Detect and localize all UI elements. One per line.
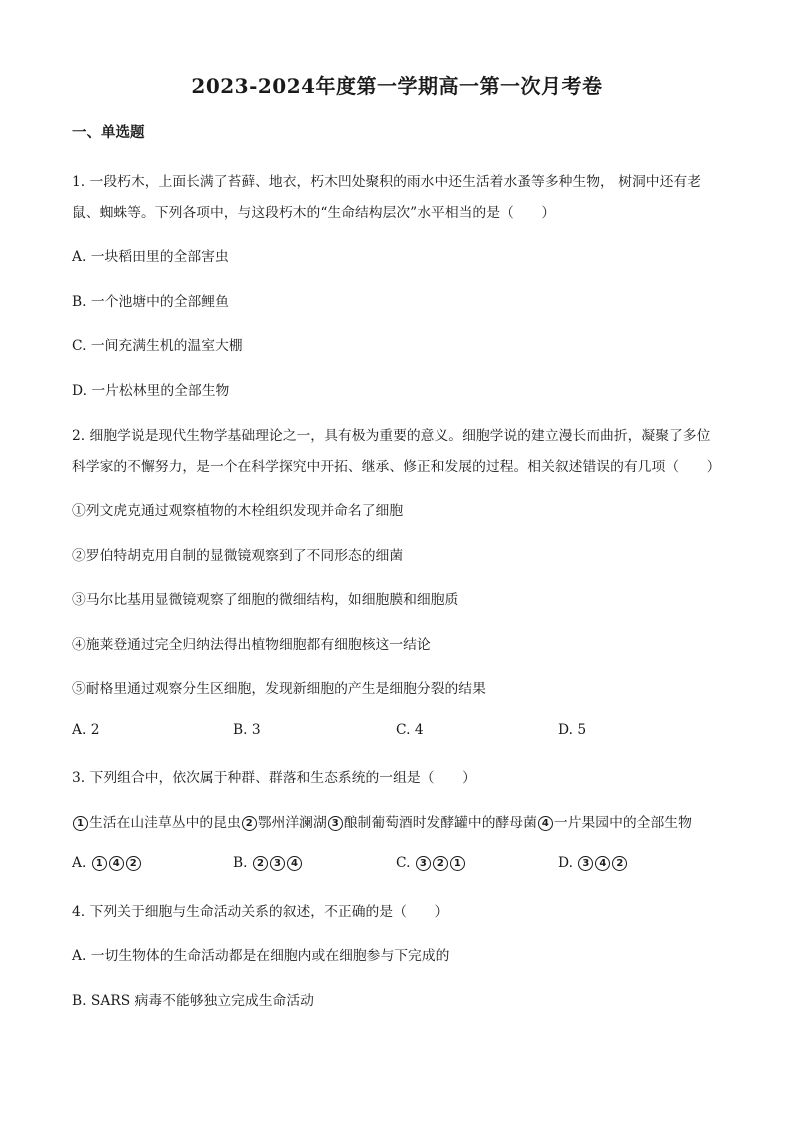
q2-statement-2: ②罗伯特胡克用自制的显微镜观察到了不同形态的细菌 (72, 548, 404, 564)
q3-item-mark: 3 (328, 816, 343, 831)
q2-stem-line1: 2. 细胞学说是现代生物学基础理论之一，具有极为重要的意义。细胞学说的建立漫长而曲折，凝聚了多位 (72, 428, 711, 444)
q1-option-c: C. 一间充满生机的温室大棚 (72, 338, 243, 354)
q3-item-4: 一片果园中的全部生物 (553, 815, 692, 831)
q1-option-d: D. 一片松林里的全部生物 (72, 383, 230, 399)
q3-option-d: D. 3 4 2 (558, 855, 628, 871)
exam-title: 2023-2024年度第一学期高一第一次月考卷 (191, 74, 603, 98)
q3-items (72, 811, 692, 831)
q3-item-mark: 1 (73, 816, 88, 831)
q3-option-c: C. 3 2 1 (396, 855, 466, 871)
q3-item-2: 鄂州洋澜湖 (257, 815, 327, 831)
q4-option-b: B. SARS 病毒不能够独立完成生命活动 (72, 993, 314, 1009)
q3-item-1: 生活在山洼草丛中的昆虫 (89, 815, 241, 831)
q3-stem: 3. 下列组合中，依次属于种群、群落和生态系统的一组是（ ） (72, 770, 476, 786)
q4-option-a: A. 一切生物体的生命活动都是在细胞内或在细胞参与下完成的 (72, 948, 450, 964)
q2-option-a: A. 2 (72, 722, 100, 738)
q1-option-b: B. 一个池塘中的全部鲤鱼 (72, 294, 229, 310)
q2-option-d: D. 5 (558, 722, 587, 738)
q3-option-b: B. 2 3 4 (233, 855, 303, 871)
q2-stem-line2: 科学家的不懈努力，是一个在科学探究中开拓、继承、修正和发展的过程。相关叙述错误的有几项（ ） (72, 459, 721, 475)
q2-statement-3: ③马尔比基用显微镜观察了细胞的微细结构，如细胞膜和细胞质 (72, 592, 459, 608)
q2-statement-1: ①列文虎克通过观察植物的木栓组织发现并命名了细胞 (72, 503, 404, 519)
q2-statement-4: ④施莱登通过完全归纳法得出植物细胞都有细胞核这一结论 (72, 637, 431, 653)
q2-option-c: C. 4 (396, 722, 424, 738)
q3-item-mark: 4 (538, 816, 553, 831)
q3-item-3: 酿制葡萄酒时发酵罐中的酵母菌 (343, 815, 537, 831)
q4-stem: 4. 下列关于细胞与生命活动关系的叙述，不正确的是（ ） (72, 904, 449, 920)
q2-statement-5: ⑤耐格里通过观察分生区细胞，发现新细胞的产生是细胞分裂的结果 (72, 681, 486, 697)
q1-stem-line1: 1. 一段朽木，上面长满了苔藓、地衣，朽木凹处聚积的雨水中还生活着水蚤等多种生物， 树洞中还有老 (72, 174, 701, 190)
q1-option-a: A. 一块稻田里的全部害虫 (72, 249, 229, 265)
q3-option-a: A. 1 4 2 (72, 855, 142, 871)
section-heading: 一、单选题 (72, 124, 145, 141)
q1-stem-line2: 鼠、蜘蛛等。下列各项中，与这段朽木的“生命结构层次”水平相当的是（ ） (72, 205, 556, 221)
q2-option-b: B. 3 (233, 722, 261, 738)
q3-item-mark: 2 (242, 816, 257, 831)
